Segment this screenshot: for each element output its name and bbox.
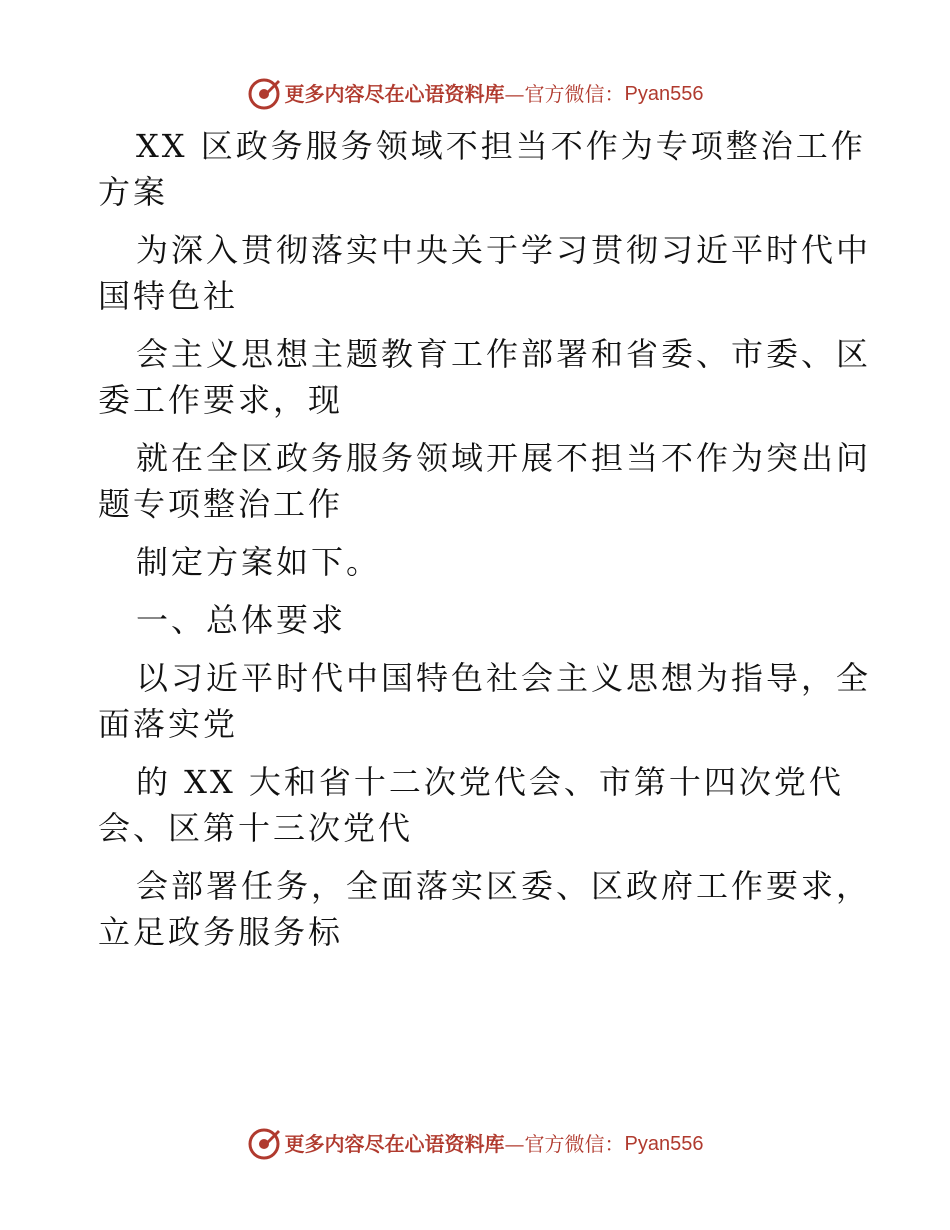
paragraph-line: 国特色社 <box>98 277 239 315</box>
footer-watermark <box>0 1127 950 1161</box>
document-body <box>98 123 872 955</box>
paragraph-line: 制定方案如下。 <box>136 543 382 581</box>
header-watermark <box>0 77 950 111</box>
paragraph-line: 为深入贯彻落实中央关于学习贯彻习近平时代中 <box>136 231 872 269</box>
paragraph-line: 立足政务服务标 <box>98 913 344 951</box>
title-line-1: XX 区政务服务领域不担当不作为专项整治工作 <box>136 127 866 165</box>
paragraph-line: 面落实党 <box>98 705 239 743</box>
paragraph-line: 的 XX 大和省十二次党代会、市第十四次党代 <box>136 763 844 801</box>
paragraph-line: 以习近平时代中国特色社会主义思想为指导，全 <box>136 659 872 697</box>
paragraph-line: 就在全区政务服务领域开展不担当不作为突出问 <box>136 439 872 477</box>
section-heading: 一、总体要求 <box>136 601 347 639</box>
paragraph-line: 题专项整治工作 <box>98 485 344 523</box>
title-line-2: 方案 <box>98 173 169 211</box>
watermark-wechat-label: —官方微信： <box>504 1132 625 1156</box>
watermark-brand: 更多内容尽在心语资料库 <box>284 1132 505 1156</box>
paragraph-line: 会主义思想主题教育工作部署和省委、市委、区 <box>136 335 872 373</box>
paragraph-line: 会部署任务，全面落实区委、区政府工作要求， <box>136 867 872 905</box>
pen-logo-icon <box>247 1127 281 1161</box>
pen-logo-icon <box>247 77 281 111</box>
paragraph-line: 会、区第十三次党代 <box>98 809 414 847</box>
watermark-brand: 更多内容尽在心语资料库 <box>284 82 505 106</box>
paragraph-line: 委工作要求，现 <box>98 381 344 419</box>
watermark-wechat-id: Pyan556 <box>624 1133 704 1155</box>
watermark-wechat-label: —官方微信： <box>504 82 625 106</box>
watermark-wechat-id: Pyan556 <box>624 83 704 105</box>
